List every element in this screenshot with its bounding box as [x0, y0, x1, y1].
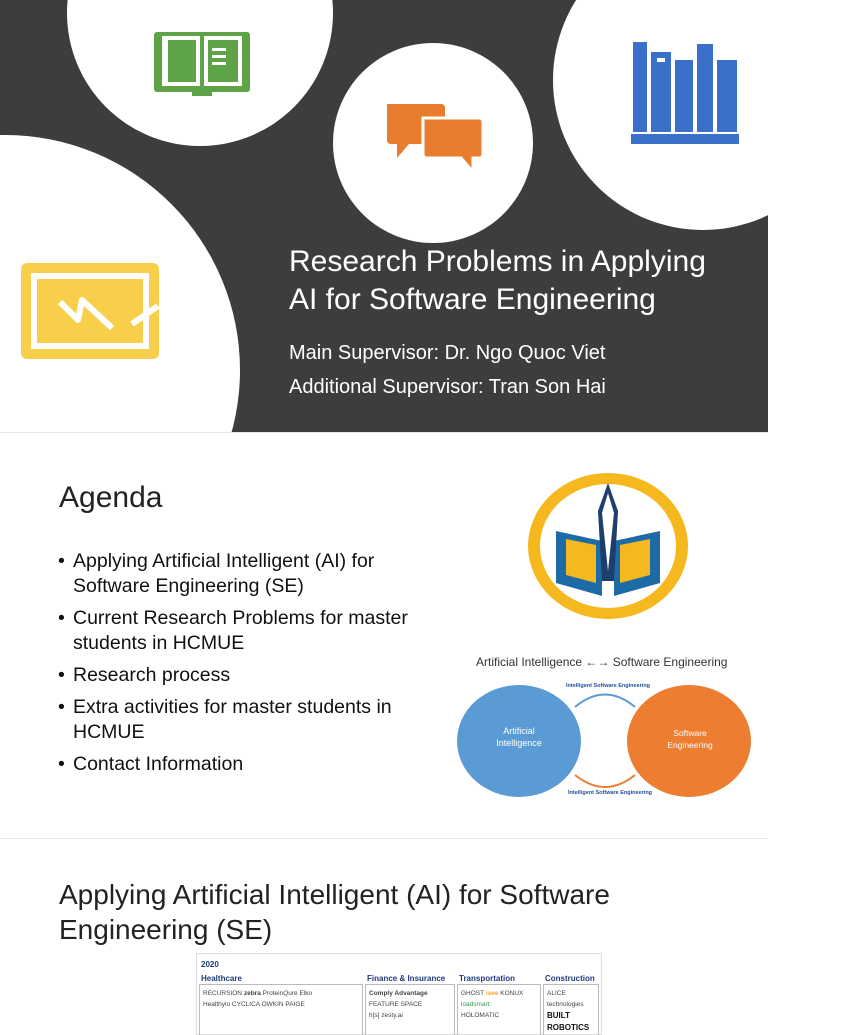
logo: HOLOMATIC: [461, 1012, 500, 1019]
transport-logos: [461, 988, 539, 1021]
diagram-left-node: Artificial Intelligence: [496, 726, 542, 748]
ai-market-figure: [196, 953, 602, 1035]
logo: OWKIN: [261, 1001, 284, 1008]
agenda-heading: Agenda: [59, 481, 163, 514]
category-transportation: Transportation: [459, 974, 516, 983]
diagram-caption: Artificial Intelligence ←→ Software Engineering: [476, 655, 728, 669]
logo: KONUX: [500, 990, 524, 997]
logo: GHOST: [461, 990, 484, 997]
applying-ai-slide: [0, 838, 768, 1032]
university-logo: [526, 471, 690, 621]
logo: FEATURE SPACE: [369, 1001, 423, 1008]
agenda-item: • Research process: [56, 663, 436, 688]
logo: Comply Advantage: [369, 990, 428, 997]
bookshelf-icon: [631, 40, 739, 146]
logo: h[s]: [369, 1012, 380, 1019]
logo: CYCLICA: [231, 1001, 260, 1008]
diagram-bottom-arrow-label: Intelligent Software Engineering: [568, 790, 653, 796]
finance-logos: [369, 988, 453, 1021]
logo: BUILT ROBOTICS: [547, 1011, 590, 1032]
agenda-list: [56, 549, 436, 784]
logo: loadsmart: [461, 1001, 490, 1008]
agenda-item: • Current Research Problems for master students in HCMUE: [56, 606, 436, 656]
category-construction: Construction: [545, 974, 595, 983]
agenda-item: • Extra activities for master students in HCMUE: [56, 695, 436, 745]
diagram-right-node: Software Engineering: [667, 728, 713, 750]
chat-bubbles-icon: [383, 102, 487, 174]
slide-title: [289, 243, 759, 319]
main-supervisor: Main Supervisor: Dr. Ngo Quoc Viet: [289, 342, 606, 364]
logo: Elko: [299, 990, 313, 997]
agenda-item: • Contact Information: [56, 752, 436, 777]
healthcare-logos: [203, 988, 359, 1010]
additional-supervisor: Additional Supervisor: Tran Son Hai: [289, 376, 606, 398]
agenda-slide: [0, 432, 768, 839]
logo: ALICE technologies: [547, 990, 584, 1008]
diagram-top-arrow-label: Intelligent Software Engineering: [566, 683, 651, 689]
title-line-1: Research Problems in Applying: [289, 245, 706, 278]
logo: RECURSION: [203, 990, 243, 997]
whiteboard-icon: [20, 262, 162, 360]
title-slide: [0, 0, 768, 432]
figure-year: 2020: [201, 960, 219, 969]
logo: PAIGE: [285, 1001, 305, 1008]
logo: Healthyio: [203, 1001, 231, 1008]
logo: zesty.ai: [381, 1012, 403, 1019]
category-healthcare: Healthcare: [201, 974, 242, 983]
title-line-2: AI for Software Engineering: [289, 283, 656, 316]
logo: ProteinQure: [262, 990, 298, 997]
slide3-heading: Applying Artificial Intelligent (AI) for Software Engineering (SE): [59, 879, 610, 945]
category-finance: Finance & Insurance: [367, 974, 446, 983]
agenda-item: • Applying Artificial Intelligent (AI) for Software Engineering (SE): [56, 549, 436, 599]
logo: isee: [485, 990, 499, 997]
book-icon: [152, 26, 252, 98]
construction-logos: [547, 988, 597, 1034]
logo: zebra: [243, 990, 261, 997]
